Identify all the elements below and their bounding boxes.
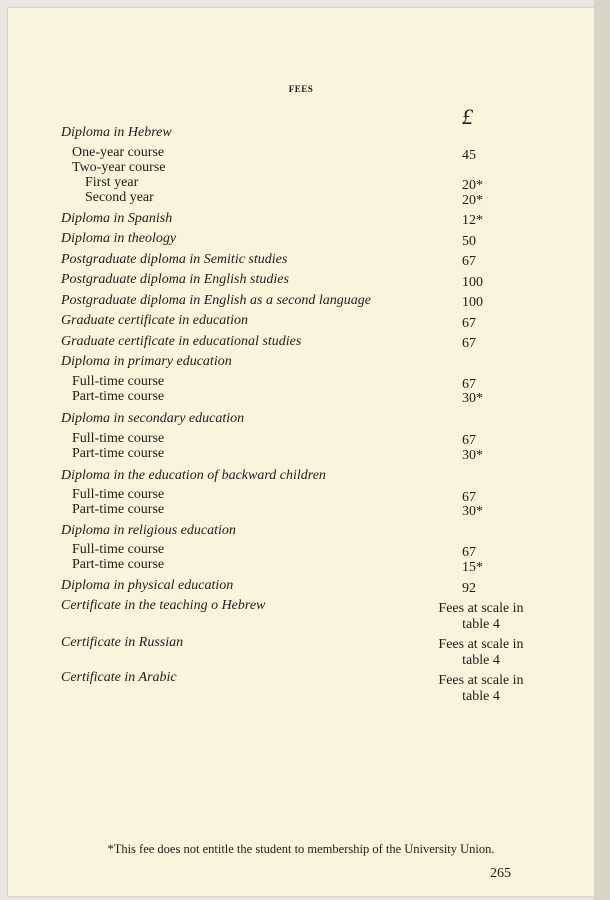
row-fee: 67 [462, 490, 476, 505]
page-edge [594, 0, 610, 900]
row-label: Diploma in religious education [61, 523, 236, 538]
row-label: Diploma in theology [61, 231, 177, 246]
row-fee: 92 [462, 581, 476, 596]
row-label: First year [85, 175, 139, 190]
row-fee: 67 [462, 433, 476, 448]
row-label: Graduate certificate in educational studies [61, 334, 302, 349]
row-fee: 100 [462, 295, 483, 310]
row-fee: Fees at scale in table 4 [438, 601, 524, 632]
row-label: Part-time course [72, 446, 165, 461]
row-label: Postgraduate diploma in English studies [61, 272, 289, 287]
currency-symbol: £ [462, 104, 473, 129]
page-number: 265 [490, 866, 511, 881]
row-fee: 45 [462, 148, 476, 163]
row-label: Full-time course [72, 542, 165, 557]
row-label: Part-time course [72, 389, 165, 404]
row-fee: 20* [462, 178, 483, 193]
page [8, 8, 594, 896]
row-fee: 67 [462, 316, 476, 331]
row-label: Full-time course [72, 487, 165, 502]
row-fee: Fees at scale in table 4 [438, 637, 524, 668]
row-label: Full-time course [72, 431, 165, 446]
row-fee: 30* [462, 448, 483, 463]
row-fee: 67 [462, 377, 476, 392]
row-label: Part-time course [72, 502, 165, 517]
row-label: Postgraduate diploma in Semitic studies [61, 252, 288, 267]
row-label: Diploma in primary education [61, 354, 232, 369]
row-fee: 67 [462, 254, 476, 269]
row-label: Certificate in Arabic [61, 670, 177, 685]
row-fee: 20* [462, 193, 483, 208]
row-label: Certificate in the teaching o Hebrew [61, 598, 266, 613]
row-fee: 30* [462, 504, 483, 519]
row-fee: 100 [462, 275, 483, 290]
row-label: Second year [85, 190, 154, 205]
row-label: Certificate in Russian [61, 635, 184, 650]
row-fee: 67 [462, 545, 476, 560]
row-fee: Fees at scale in table 4 [438, 673, 524, 704]
row-label: Two-year course [72, 160, 166, 175]
row-label: One-year course [72, 145, 165, 160]
page-heading: FEES [288, 84, 314, 94]
row-label: Full-time course [72, 374, 165, 389]
row-label: Diploma in Spanish [61, 211, 173, 226]
row-label: Part-time course [72, 557, 165, 572]
row-fee: 50 [462, 234, 476, 249]
row-label: Graduate certificate in education [61, 313, 249, 328]
row-label: Postgraduate diploma in English as a second language [61, 293, 371, 308]
row-fee: 12* [462, 213, 483, 228]
row-fee: 15* [462, 560, 483, 575]
row-label: Diploma in physical education [61, 578, 234, 593]
row-label: Diploma in the education of backward children [61, 468, 326, 483]
row-fee: 67 [462, 336, 476, 351]
row-fee: 30* [462, 391, 483, 406]
row-label: Diploma in secondary education [61, 411, 245, 426]
row-label: Diploma in Hebrew [61, 125, 172, 140]
footnote: *This fee does not entitle the student to membership of the University Union. [107, 842, 495, 856]
